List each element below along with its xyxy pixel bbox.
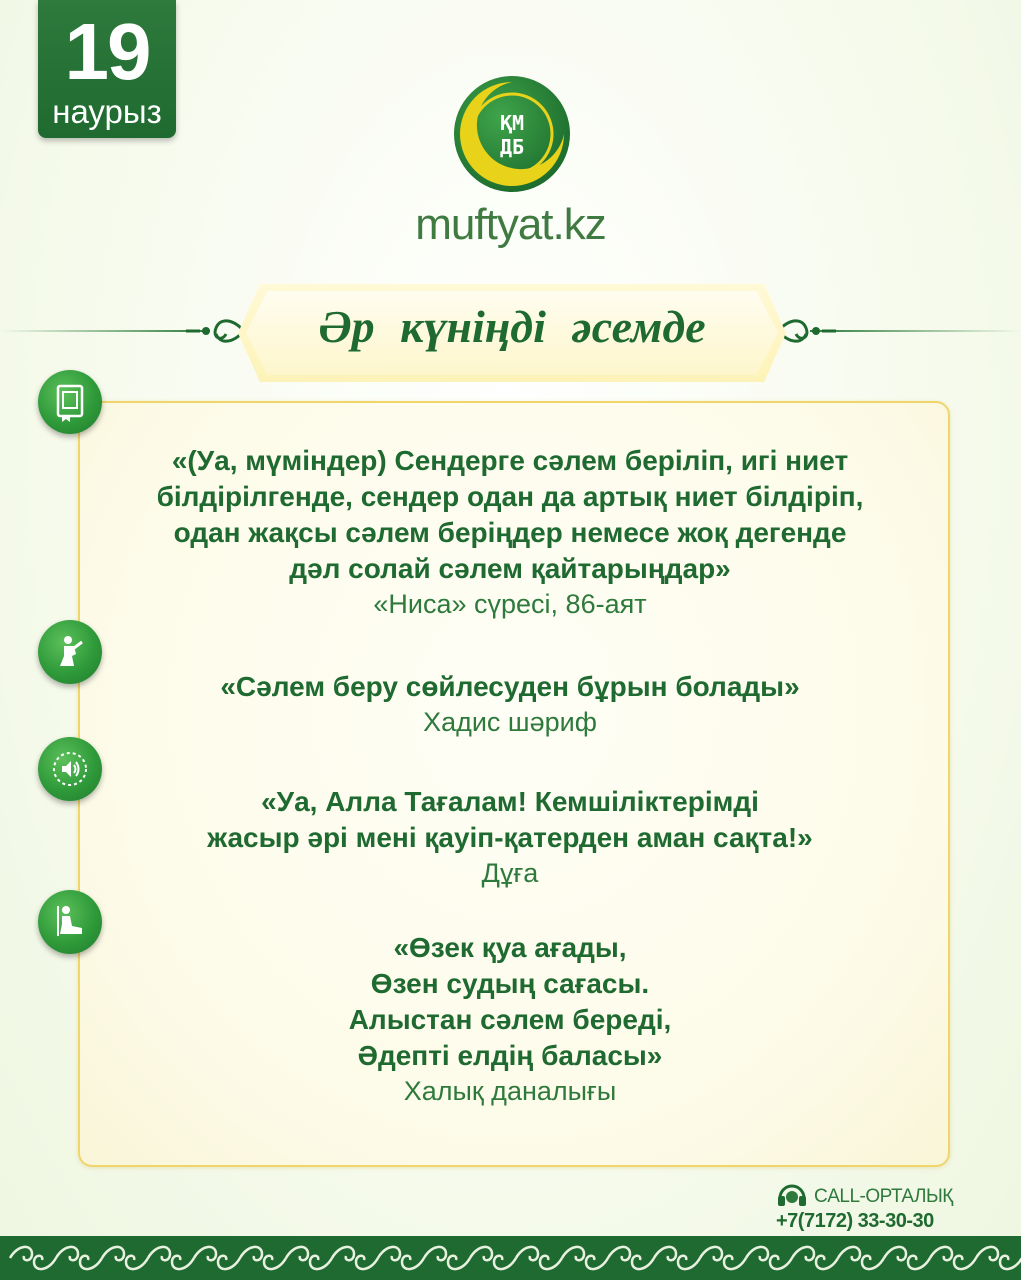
logo-text-top: ҚМ [499, 111, 525, 135]
muftyat-logo-icon [452, 74, 572, 194]
call-center-label: CALL-ОРТАЛЫҚ [814, 1186, 953, 1207]
quote-line: одан жақсы сәлем беріңдер немесе жоқ дегенде [173, 517, 847, 548]
quote-line: жасыр әрі мені қауіп-қатерден аман сақта!» [207, 822, 813, 853]
praying-person-icon [38, 620, 102, 684]
banner-title: Әр күніңді әсемде [318, 301, 706, 352]
footer-ornament [0, 1236, 1021, 1280]
date-month: наурыз [52, 93, 162, 130]
quote-line: Әдепті елдің баласы» [357, 1040, 663, 1071]
divider-left [0, 330, 210, 332]
ornament-left-icon [186, 308, 246, 354]
site-name: muftyat.kz [415, 200, 606, 249]
quote-block-4 [100, 930, 920, 1108]
speaker-icon [38, 737, 102, 801]
quote-line: «Сәлем беру сөйлесуден бұрын болады» [220, 671, 800, 702]
quote-line: Өзен судың сағасы. [370, 968, 650, 999]
quran-book-icon [38, 370, 102, 434]
quote-block-3 [100, 784, 920, 890]
quote-line: «Өзек қуа ағады, [393, 932, 627, 963]
logo-text-bottom: ДБ [499, 135, 525, 159]
quote-line: білдірілгенде, сендер одан да артық ниет білдіріп, [156, 481, 864, 512]
quote-source: «Ниса» сүресі, 86-аят [373, 589, 647, 619]
kneeling-person-icon [38, 890, 102, 954]
divider-right [810, 330, 1021, 332]
call-center-phone: +7(7172) 33-30-30 [776, 1210, 934, 1232]
quote-block-1 [100, 443, 920, 621]
quote-line: «(Уа, мүміндер) Сендерге сәлем беріліп, игі ниет [171, 445, 849, 476]
quote-line: дәл солай сәлем қайтарыңдар» [289, 553, 731, 584]
quote-line: Алыстан сәлем береді, [348, 1004, 672, 1035]
quote-source: Халық даналығы [403, 1076, 617, 1106]
date-day: 19 [64, 7, 150, 96]
quote-line: «Уа, Алла Тағалам! Кемшіліктерімді [261, 786, 759, 817]
quote-source: Хадис шәриф [423, 707, 597, 737]
quote-block-2 [100, 669, 920, 739]
quote-source: Дұға [481, 858, 539, 888]
headset-icon [776, 1180, 808, 1210]
date-badge [38, 0, 176, 138]
